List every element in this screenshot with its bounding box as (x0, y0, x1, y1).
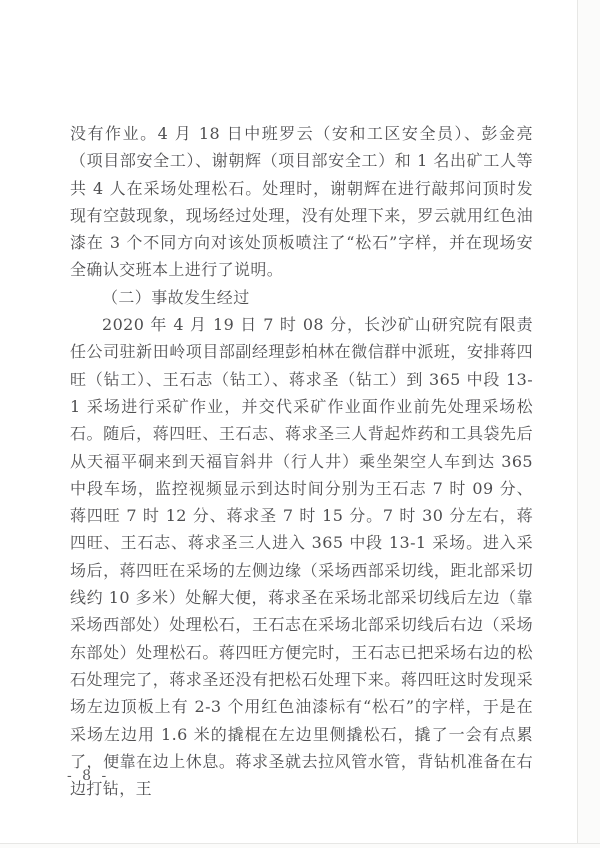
document-body (70, 120, 533, 802)
page-edge-horizontal-line (0, 843, 600, 844)
scan-margin-right (578, 0, 600, 843)
body-paragraph-continuation: 没有作业。4 月 18 日中班罗云（安和工区安全员）、彭金亮（项目部安全工）、谢朝辉（项目部安全工）和 1 名出矿工人等共 4 人在采场处理松石。处理时，谢朝辉在进行敲邦问顶时发现有空鼓现象，现场经过处理，没有处理下来，罗云就用红色油漆在 3 个不同方向对该处顶板喷注了“松石”字样，并在现场安全确认交班本上进行了说明。 (70, 124, 533, 280)
section-heading: （二）事故发生经过 (102, 287, 250, 307)
page-number: - 8 - (67, 768, 110, 784)
page-edge-vertical-line (577, 0, 578, 843)
body-paragraph-incident: 2020 年 4 月 19 日 7 时 08 分，长沙矿山研究院有限责任公司驻新田岭项目部副经理彭柏林在微信群中派班，安排蒋四旺（钻工）、王石志（钻工）、蒋求圣（钻工）到 365 中段 13-1 采场进行采矿作业，并交代采矿作业面作业前先处理采场松石。随后，蒋四旺、王石志、蒋求圣三人背起炸药和工具袋先后从天福平硐来到天福盲斜井（行人井）乘坐架空人车到达 365 中段车场，监控视频显示到达时间分别为王石志 7 时 09 分、蒋四旺 7 时 12 分、蒋求圣 7 时 15 分。7 时 30 分左右，蒋四旺、王石志、蒋求圣三人进入 365 中段 13-1 采场。进入采场后，蒋四旺在采场的左侧边缘（采场西部采切线，距北部采切线约 10 多米）处解大便，蒋求圣在采场北部采切线后左边（靠采场西部处）处理松石，王石志在采场北部采切线后右边（采场东部处）处理松石。蒋四旺方便完时，王石志已把采场右边的松石处理完了，蒋求圣还没有把松石处理下来。蒋四旺这时发现采场左边顶板上有 2-3 个用红色油漆标有“松石”的字样，于是在采场左边用 1.6 米的撬棍在左边里侧撬松石，撬了一会有点累了，便靠在边上休息。蒋求圣就去拉风管水管，背钻机准备在右边打钻，王 (70, 315, 533, 799)
scan-margin-bottom (0, 844, 600, 848)
